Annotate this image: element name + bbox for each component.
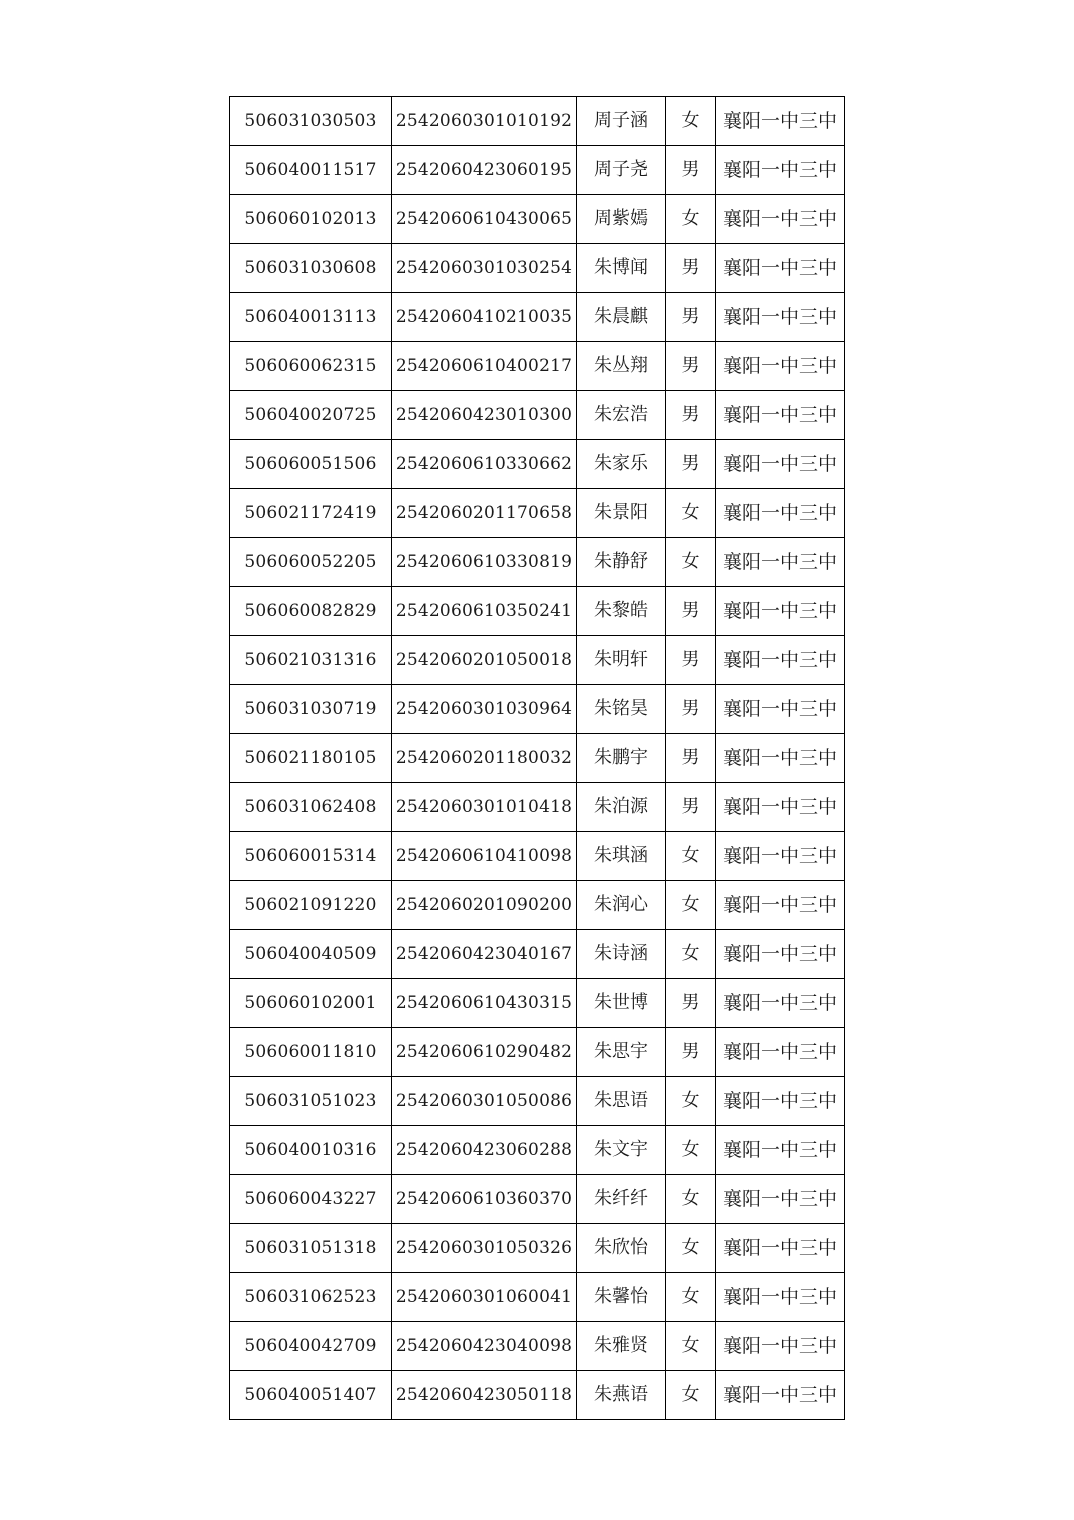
- school-cell: 襄阳一中三中: [716, 881, 845, 930]
- student-id-cell: 2542060410210035: [392, 293, 577, 342]
- exam-number-cell: 506040042709: [230, 1322, 392, 1371]
- school-cell: 襄阳一中三中: [716, 783, 845, 832]
- table-row: [230, 1077, 845, 1126]
- exam-number-cell: 506040020725: [230, 391, 392, 440]
- school-cell: 襄阳一中三中: [716, 146, 845, 195]
- student-id-cell: 2542060423050118: [392, 1371, 577, 1420]
- student-id-cell: 2542060301050086: [392, 1077, 577, 1126]
- student-id-cell: 2542060423040098: [392, 1322, 577, 1371]
- student-name-cell: 朱雅贤: [577, 1322, 666, 1371]
- table-row: [230, 195, 845, 244]
- exam-number-cell: 506060052205: [230, 538, 392, 587]
- exam-number-cell: 506060011810: [230, 1028, 392, 1077]
- student-id-cell: 2542060610330819: [392, 538, 577, 587]
- table-row: [230, 293, 845, 342]
- school-cell: 襄阳一中三中: [716, 195, 845, 244]
- student-name-cell: 朱铭昊: [577, 685, 666, 734]
- gender-cell: 女: [666, 1077, 716, 1126]
- exam-number-cell: 506021180105: [230, 734, 392, 783]
- table-row: [230, 1175, 845, 1224]
- student-id-cell: 2542060610360370: [392, 1175, 577, 1224]
- exam-number-cell: 506040051407: [230, 1371, 392, 1420]
- student-id-cell: 2542060301010192: [392, 97, 577, 146]
- student-name-cell: 周子涵: [577, 97, 666, 146]
- exam-number-cell: 506031062408: [230, 783, 392, 832]
- school-cell: 襄阳一中三中: [716, 1126, 845, 1175]
- table-row: [230, 930, 845, 979]
- exam-number-cell: 506021031316: [230, 636, 392, 685]
- table-row: [230, 97, 845, 146]
- table-row: [230, 489, 845, 538]
- exam-number-cell: 506060043227: [230, 1175, 392, 1224]
- student-name-cell: 朱丛翔: [577, 342, 666, 391]
- school-cell: 襄阳一中三中: [716, 734, 845, 783]
- gender-cell: 男: [666, 1028, 716, 1077]
- gender-cell: 女: [666, 1322, 716, 1371]
- gender-cell: 女: [666, 881, 716, 930]
- gender-cell: 女: [666, 930, 716, 979]
- student-id-cell: 2542060201050018: [392, 636, 577, 685]
- table-row: [230, 538, 845, 587]
- gender-cell: 男: [666, 734, 716, 783]
- student-id-cell: 2542060610330662: [392, 440, 577, 489]
- roster-body: [230, 97, 845, 1420]
- table-row: [230, 440, 845, 489]
- table-row: [230, 391, 845, 440]
- student-name-cell: 朱诗涵: [577, 930, 666, 979]
- school-cell: 襄阳一中三中: [716, 636, 845, 685]
- exam-number-cell: 506060015314: [230, 832, 392, 881]
- student-id-cell: 2542060610290482: [392, 1028, 577, 1077]
- table-row: [230, 1126, 845, 1175]
- table-row: [230, 685, 845, 734]
- school-cell: 襄阳一中三中: [716, 489, 845, 538]
- exam-number-cell: 506031051023: [230, 1077, 392, 1126]
- student-id-cell: 2542060423040167: [392, 930, 577, 979]
- student-name-cell: 朱文宇: [577, 1126, 666, 1175]
- table-row: [230, 1322, 845, 1371]
- table-row: [230, 587, 845, 636]
- student-name-cell: 朱宏浩: [577, 391, 666, 440]
- school-cell: 襄阳一中三中: [716, 832, 845, 881]
- school-cell: 襄阳一中三中: [716, 587, 845, 636]
- gender-cell: 女: [666, 1371, 716, 1420]
- student-id-cell: 2542060301060041: [392, 1273, 577, 1322]
- student-name-cell: 朱思宇: [577, 1028, 666, 1077]
- gender-cell: 女: [666, 489, 716, 538]
- gender-cell: 女: [666, 538, 716, 587]
- gender-cell: 女: [666, 1224, 716, 1273]
- exam-number-cell: 506040013113: [230, 293, 392, 342]
- gender-cell: 男: [666, 342, 716, 391]
- student-name-cell: 朱晨麒: [577, 293, 666, 342]
- exam-number-cell: 506060062315: [230, 342, 392, 391]
- student-name-cell: 朱家乐: [577, 440, 666, 489]
- gender-cell: 男: [666, 685, 716, 734]
- student-name-cell: 朱博闻: [577, 244, 666, 293]
- gender-cell: 女: [666, 1175, 716, 1224]
- student-name-cell: 朱泊源: [577, 783, 666, 832]
- gender-cell: 男: [666, 293, 716, 342]
- student-roster-table: [229, 96, 845, 1420]
- student-id-cell: 2542060423010300: [392, 391, 577, 440]
- exam-number-cell: 506060082829: [230, 587, 392, 636]
- exam-number-cell: 506031062523: [230, 1273, 392, 1322]
- school-cell: 襄阳一中三中: [716, 685, 845, 734]
- student-id-cell: 2542060610430315: [392, 979, 577, 1028]
- table-row: [230, 146, 845, 195]
- school-cell: 襄阳一中三中: [716, 391, 845, 440]
- student-id-cell: 2542060610350241: [392, 587, 577, 636]
- student-id-cell: 2542060423060288: [392, 1126, 577, 1175]
- school-cell: 襄阳一中三中: [716, 1175, 845, 1224]
- gender-cell: 女: [666, 195, 716, 244]
- student-name-cell: 朱世博: [577, 979, 666, 1028]
- school-cell: 襄阳一中三中: [716, 440, 845, 489]
- student-name-cell: 朱馨怡: [577, 1273, 666, 1322]
- school-cell: 襄阳一中三中: [716, 1224, 845, 1273]
- gender-cell: 男: [666, 587, 716, 636]
- student-name-cell: 朱明轩: [577, 636, 666, 685]
- school-cell: 襄阳一中三中: [716, 1273, 845, 1322]
- student-id-cell: 2542060301030254: [392, 244, 577, 293]
- gender-cell: 男: [666, 391, 716, 440]
- student-id-cell: 2542060301010418: [392, 783, 577, 832]
- gender-cell: 女: [666, 1126, 716, 1175]
- student-name-cell: 朱黎皓: [577, 587, 666, 636]
- student-id-cell: 2542060610400217: [392, 342, 577, 391]
- gender-cell: 男: [666, 979, 716, 1028]
- school-cell: 襄阳一中三中: [716, 979, 845, 1028]
- student-id-cell: 2542060610430065: [392, 195, 577, 244]
- school-cell: 襄阳一中三中: [716, 97, 845, 146]
- table-row: [230, 979, 845, 1028]
- school-cell: 襄阳一中三中: [716, 1028, 845, 1077]
- student-id-cell: 2542060201090200: [392, 881, 577, 930]
- gender-cell: 男: [666, 783, 716, 832]
- exam-number-cell: 506021091220: [230, 881, 392, 930]
- table-row: [230, 1028, 845, 1077]
- exam-number-cell: 506031030503: [230, 97, 392, 146]
- student-name-cell: 朱鹏宇: [577, 734, 666, 783]
- exam-number-cell: 506060051506: [230, 440, 392, 489]
- exam-number-cell: 506040011517: [230, 146, 392, 195]
- table-row: [230, 881, 845, 930]
- student-name-cell: 朱景阳: [577, 489, 666, 538]
- school-cell: 襄阳一中三中: [716, 342, 845, 391]
- school-cell: 襄阳一中三中: [716, 293, 845, 342]
- gender-cell: 男: [666, 636, 716, 685]
- school-cell: 襄阳一中三中: [716, 1077, 845, 1126]
- table-row: [230, 342, 845, 391]
- student-name-cell: 朱琪涵: [577, 832, 666, 881]
- school-cell: 襄阳一中三中: [716, 1371, 845, 1420]
- student-name-cell: 朱思语: [577, 1077, 666, 1126]
- table-row: [230, 244, 845, 293]
- exam-number-cell: 506021172419: [230, 489, 392, 538]
- student-id-cell: 2542060423060195: [392, 146, 577, 195]
- student-name-cell: 周子尧: [577, 146, 666, 195]
- student-name-cell: 朱燕语: [577, 1371, 666, 1420]
- gender-cell: 女: [666, 97, 716, 146]
- student-name-cell: 朱润心: [577, 881, 666, 930]
- table-row: [230, 1273, 845, 1322]
- table-row: [230, 734, 845, 783]
- school-cell: 襄阳一中三中: [716, 538, 845, 587]
- school-cell: 襄阳一中三中: [716, 1322, 845, 1371]
- student-id-cell: 2542060610410098: [392, 832, 577, 881]
- student-id-cell: 2542060301030964: [392, 685, 577, 734]
- school-cell: 襄阳一中三中: [716, 930, 845, 979]
- exam-number-cell: 506040010316: [230, 1126, 392, 1175]
- student-id-cell: 2542060201180032: [392, 734, 577, 783]
- student-id-cell: 2542060301050326: [392, 1224, 577, 1273]
- exam-number-cell: 506031030608: [230, 244, 392, 293]
- exam-number-cell: 506060102001: [230, 979, 392, 1028]
- gender-cell: 女: [666, 832, 716, 881]
- table-row: [230, 636, 845, 685]
- exam-number-cell: 506040040509: [230, 930, 392, 979]
- table-row: [230, 1224, 845, 1273]
- student-name-cell: 周紫嫣: [577, 195, 666, 244]
- table-row: [230, 832, 845, 881]
- gender-cell: 男: [666, 244, 716, 293]
- exam-number-cell: 506031030719: [230, 685, 392, 734]
- gender-cell: 男: [666, 146, 716, 195]
- student-name-cell: 朱欣怡: [577, 1224, 666, 1273]
- student-id-cell: 2542060201170658: [392, 489, 577, 538]
- school-cell: 襄阳一中三中: [716, 244, 845, 293]
- student-name-cell: 朱静舒: [577, 538, 666, 587]
- gender-cell: 男: [666, 440, 716, 489]
- table-row: [230, 1371, 845, 1420]
- table-row: [230, 783, 845, 832]
- exam-number-cell: 506031051318: [230, 1224, 392, 1273]
- student-name-cell: 朱纤纤: [577, 1175, 666, 1224]
- gender-cell: 女: [666, 1273, 716, 1322]
- exam-number-cell: 506060102013: [230, 195, 392, 244]
